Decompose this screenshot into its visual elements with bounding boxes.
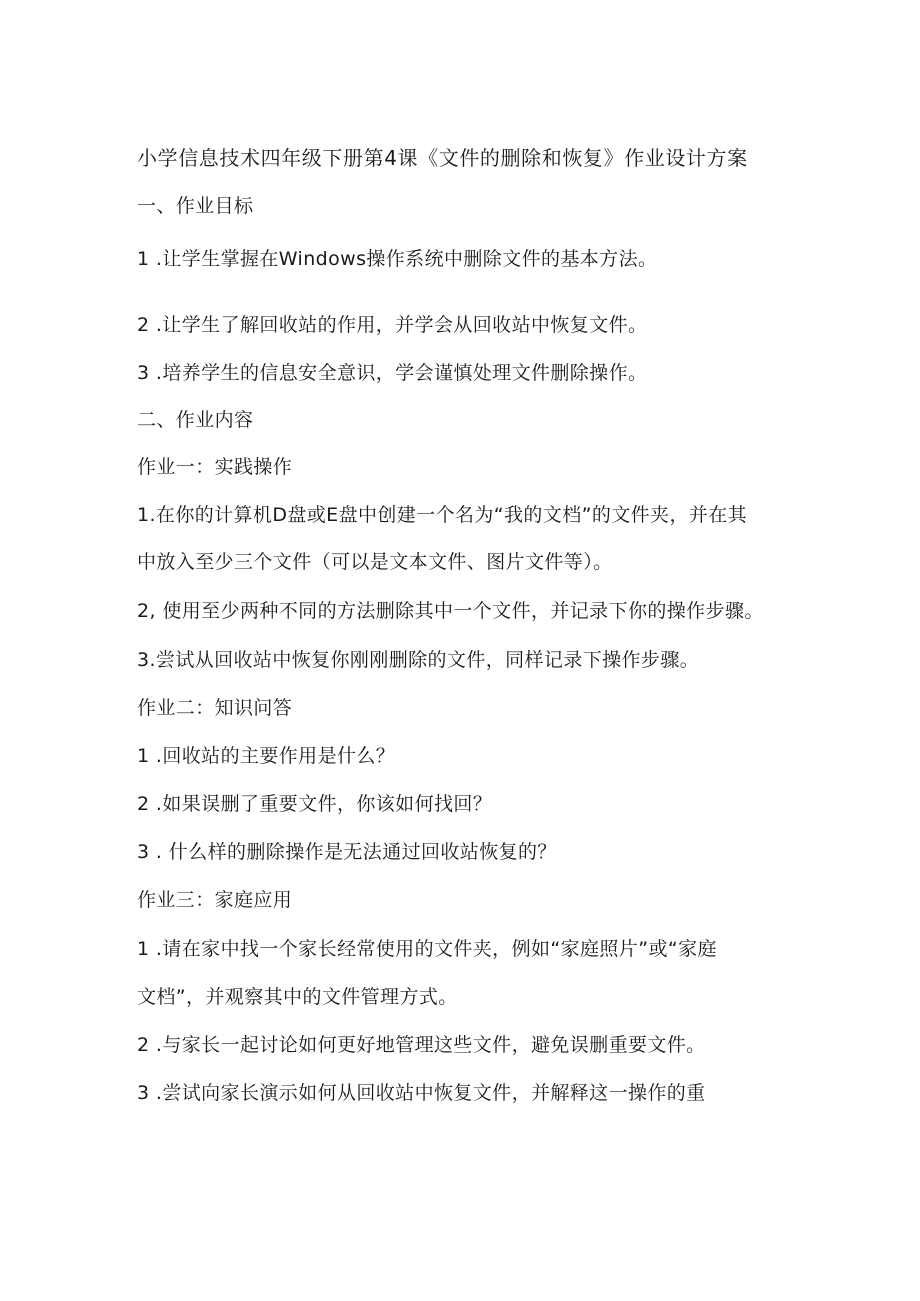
hw2-item-1: 1 .回收站的主要作用是什么？ [137,745,396,767]
goal-item-2: 2 .让学生了解回收站的作用，并学会从回收站中恢复文件。 [137,314,648,336]
hw3-item-1-line-2: 文档”，并观察其中的文件管理方式。 [137,986,458,1008]
hw1-heading: 作业一：实践操作 [137,456,293,478]
section-heading-content: 二、作业内容 [137,409,254,431]
goal-item-3: 3 .培养学生的信息安全意识，学会谨慎处理文件删除操作。 [137,362,648,384]
hw3-item-3: 3 .尝试向家长演示如何从回收站中恢复文件，并解释这一操作的重 [137,1082,706,1104]
hw2-item-2: 2 .如果误删了重要文件，你该如何找回？ [137,793,493,815]
hw3-item-1-line-1: 1 .请在家中找一个家长经常使用的文件夹，例如“家庭照片”或“家庭 [137,938,717,960]
section-heading-goals: 一、作业目标 [137,195,254,217]
hw1-item-2: 2, 使用至少两种不同的方法删除其中一个文件，并记录下你的操作步骤。 [137,600,764,622]
hw1-item-1-line-2: 中放入至少三个文件（可以是文本文件、图片文件等）。 [137,551,613,573]
hw1-item-1-line-1: 1.在你的计算机D盘或E盘中创建一个名为“我的文档”的文件夹，并在其 [137,504,748,526]
hw1-item-3: 3.尝试从回收站中恢复你刚刚删除的文件，同样记录下操作步骤。 [137,649,700,671]
hw3-heading: 作业三：家庭应用 [137,889,293,911]
hw3-item-2: 2 .与家长一起讨论如何更好地管理这些文件，避免误删重要文件。 [137,1034,706,1056]
hw2-item-3: 3 . 什么样的删除操作是无法通过回收站恢复的？ [137,841,557,863]
goal-item-1: 1 .让学生掌握在Windows操作系统中删除文件的基本方法。 [137,248,658,270]
document-title: 小学信息技术四年级下册第4课《文件的删除和恢复》作业设计方案 [137,146,748,170]
hw2-heading: 作业二：知识问答 [137,697,293,719]
